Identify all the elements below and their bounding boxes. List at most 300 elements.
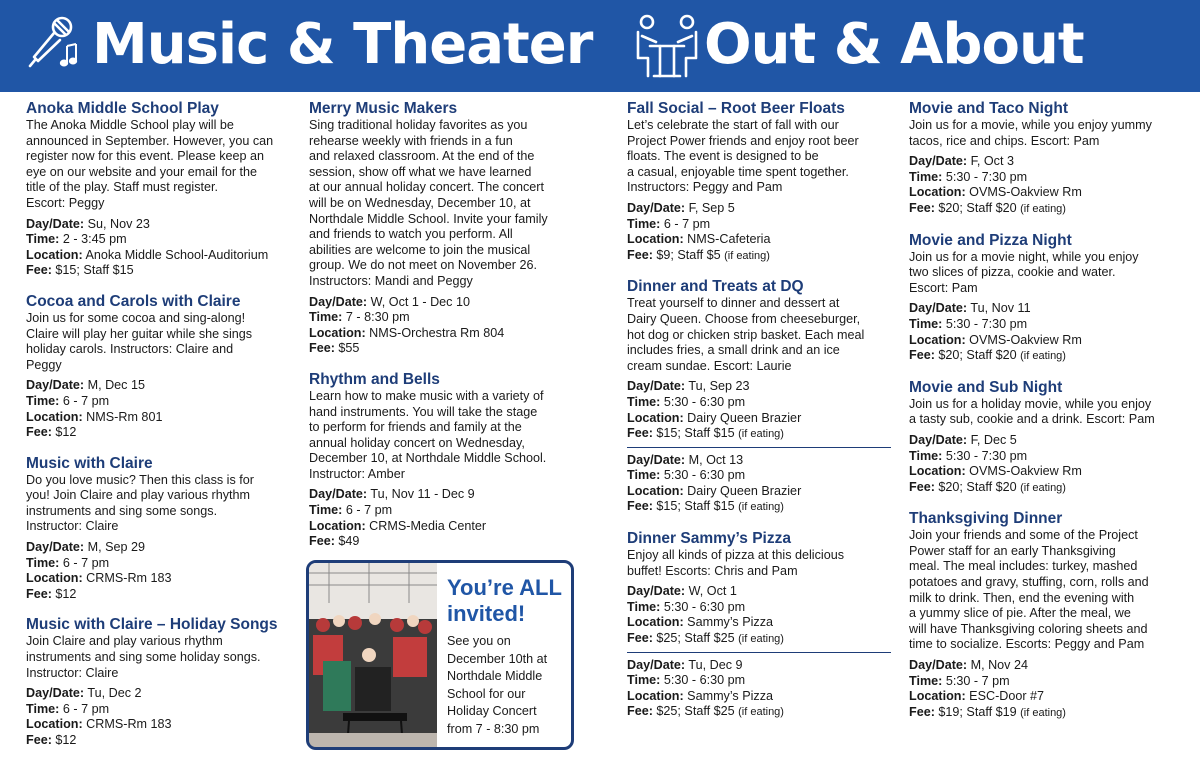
detail-date [26, 540, 300, 556]
detail-label: Fee: [627, 704, 653, 719]
detail-label: Time: [909, 316, 943, 331]
event-details [909, 433, 1179, 496]
detail-value: Dairy Queen Brazier [687, 410, 802, 425]
description-line: will have Thanksgiving coloring sheets and [909, 621, 1148, 636]
description-line: Dairy Queen. Choose from cheeseburger, [627, 311, 861, 326]
detail-time [909, 317, 1179, 333]
event-description [26, 473, 300, 535]
detail-label: Fee: [909, 200, 935, 215]
detail-date [309, 487, 584, 503]
detail-value: $25; Staff $25 [656, 704, 735, 719]
detail-location [627, 232, 891, 248]
description-line: Enjoy all kinds of pizza at this delicious [627, 548, 845, 563]
description-line: Project Power friends and enjoy root beer [627, 133, 859, 148]
detail-date [26, 217, 300, 233]
detail-label: Time: [26, 393, 60, 408]
detail-label: Location: [909, 464, 966, 479]
detail-time [309, 310, 584, 326]
detail-value: 6 - 7 pm [345, 503, 393, 518]
detail-time [26, 394, 300, 410]
detail-label: Day/Date: [26, 540, 85, 555]
detail-value: $12 [55, 733, 77, 747]
detail-value: 6 - 7 pm [62, 393, 110, 408]
detail-value: $20; Staff $20 [938, 200, 1017, 215]
detail-date [627, 584, 891, 600]
detail-label: Location: [627, 410, 684, 425]
description-line: will be on Wednesday, December 10, at [309, 195, 531, 210]
detail-label: Time: [627, 468, 661, 483]
detail-label: Day/Date: [309, 487, 368, 502]
description-line: The Anoka Middle School play will be [26, 118, 234, 132]
event-title: Music with Claire – Holiday Songs [26, 616, 278, 634]
description-line: session, show off what we have learned [309, 164, 532, 179]
if-eating-note: (if eating) [738, 428, 784, 441]
detail-label: Day/Date: [627, 657, 686, 672]
music-theater-title: Music & Theater [92, 12, 593, 77]
detail-label: Time: [26, 232, 60, 247]
event-description [909, 118, 1179, 149]
detail-label: Day/Date: [26, 216, 85, 231]
event-title: Fall Social – Root Beer Floats [627, 100, 845, 117]
detail-fee [909, 201, 1179, 218]
detail-time [26, 702, 300, 718]
event-description [309, 389, 584, 483]
detail-fee [909, 348, 1179, 365]
if-eating-note: (if eating) [724, 249, 770, 262]
description-line: Instructor: Amber [309, 466, 405, 481]
detail-label: Day/Date: [909, 432, 968, 447]
detail-location [909, 185, 1179, 201]
description-line: Let’s celebrate the start of fall with our [627, 118, 839, 132]
detail-label: Day/Date: [627, 584, 686, 599]
description-line: December 10, at Northdale Middle School. [309, 451, 547, 466]
detail-fee [26, 587, 300, 603]
detail-label: Fee: [909, 479, 935, 494]
event-title: Movie and Taco Night [909, 100, 1069, 117]
event-description [26, 118, 300, 212]
detail-value: NMS-Rm 801 [86, 409, 163, 424]
detail-value: $20; Staff $20 [938, 479, 1017, 494]
detail-label: Location: [909, 185, 966, 200]
description-line: Join us for some cocoa and sing-along! [26, 310, 246, 325]
detail-label: Location: [909, 332, 966, 347]
session-divider [627, 652, 891, 653]
detail-location [26, 717, 300, 733]
description-line: you! Join Claire and play various rhythm [26, 488, 250, 503]
detail-label: Day/Date: [909, 154, 968, 169]
description-line: buffet! Escorts: Chris and Pam [627, 563, 798, 578]
detail-time [627, 673, 891, 689]
description-line: two slices of pizza, cookie and water. [909, 265, 1116, 280]
detail-label: Fee: [26, 263, 52, 278]
description-line: hand instruments. You will take the stage [309, 404, 538, 419]
detail-value: $12 [55, 586, 77, 601]
description-line: a tasty sub, cookie and a drink. Escort: Pam [909, 412, 1155, 427]
event-details [627, 453, 891, 516]
if-eating-note: (if eating) [1020, 350, 1066, 363]
description-line: Join us for a movie, while you enjoy yummy [909, 118, 1152, 132]
description-line: Claire will play her guitar while she sings [26, 326, 253, 341]
event-title: Movie and Pizza Night [909, 231, 1072, 249]
event-block [309, 100, 584, 357]
detail-date [627, 453, 891, 469]
description-line: a yummy slice of pie. After the meal, we [909, 606, 1131, 621]
detail-value: $15; Staff $15 [55, 263, 134, 278]
header-banner [0, 0, 1200, 92]
description-line: includes fries, a small drink and an ice [627, 343, 840, 358]
description-line: Join Claire and play various rhythm [26, 634, 223, 649]
detail-time [26, 232, 300, 248]
detail-value: M, Oct 13 [688, 452, 744, 467]
detail-label: Time: [909, 169, 943, 184]
detail-fee [309, 341, 584, 357]
description-line: and friends to watch you perform. All [309, 227, 513, 242]
detail-label: Location: [26, 409, 83, 424]
detail-location [309, 519, 584, 535]
event-details [909, 658, 1179, 721]
detail-value: $49 [338, 534, 360, 549]
description-line: Power staff for an early Thanksgiving [909, 543, 1116, 558]
detail-label: Day/Date: [627, 200, 686, 215]
event-details [26, 378, 300, 440]
event-description [627, 118, 891, 196]
event-title: Thanksgiving Dinner [909, 510, 1063, 528]
event-block [627, 278, 891, 516]
event-block [909, 379, 1179, 497]
detail-label: Time: [627, 673, 661, 688]
detail-date [309, 295, 584, 311]
detail-value: Sammy’s Pizza [687, 615, 774, 630]
detail-value: $9; Staff $5 [656, 247, 721, 262]
detail-label: Time: [909, 673, 943, 688]
event-block [26, 100, 300, 279]
detail-value: 6 - 7 pm [62, 555, 110, 570]
event-details [909, 301, 1179, 364]
detail-location [909, 689, 1179, 705]
detail-label: Fee: [627, 247, 653, 262]
if-eating-note: (if eating) [1020, 706, 1066, 719]
detail-location [909, 464, 1179, 480]
event-description [26, 634, 300, 681]
description-line: Join us for a movie night, while you enjoy [909, 249, 1139, 264]
detail-value: CRMS-Rm 183 [86, 571, 172, 586]
description-line: Sing traditional holiday favorites as you [309, 118, 528, 132]
description-line: Escort: Peggy [26, 195, 105, 210]
description-line: Treat yourself to dinner and dessert at [627, 296, 840, 311]
detail-date [909, 301, 1179, 317]
detail-label: Fee: [26, 425, 52, 440]
detail-date [627, 201, 891, 217]
detail-label: Fee: [909, 348, 935, 363]
detail-location [627, 615, 891, 631]
event-description [26, 311, 300, 373]
description-line: group. We do not meet on November 26. [309, 258, 537, 273]
detail-fee [909, 705, 1179, 722]
description-line: at our annual holiday concert. The concert [309, 180, 544, 195]
detail-date [909, 658, 1179, 674]
detail-value: 5:30 - 6:30 pm [663, 599, 746, 614]
event-details [909, 154, 1179, 217]
description-line: Instructors: Peggy and Pam [627, 180, 783, 195]
detail-fee [26, 425, 300, 441]
detail-label: Time: [309, 503, 343, 518]
description-line: holiday carols. Instructors: Claire and [26, 342, 234, 357]
detail-value: Tu, Nov 11 - Dec 9 [370, 487, 475, 502]
invite-body: See you on December 10th at Northdale Middle School for our Holiday Concert from 7 - 8:30 pm [447, 634, 548, 736]
detail-fee [26, 263, 300, 279]
description-line: Instructors: Mandi and Peggy [309, 273, 473, 288]
detail-label: Fee: [309, 534, 335, 549]
detail-value: $12 [55, 425, 77, 440]
session-divider [627, 447, 891, 448]
detail-value: $15; Staff $15 [656, 499, 735, 514]
detail-fee [309, 534, 584, 550]
detail-label: Time: [26, 701, 60, 716]
detail-label: Time: [627, 599, 661, 614]
event-title: Cocoa and Carols with Claire [26, 292, 241, 310]
if-eating-note: (if eating) [1020, 202, 1066, 215]
detail-time [627, 217, 891, 233]
detail-label: Location: [309, 325, 366, 340]
detail-value: NMS-Cafeteria [687, 232, 771, 247]
detail-value: F, Oct 3 [970, 154, 1014, 169]
detail-location [26, 571, 300, 587]
detail-value: 6 - 7 pm [62, 701, 110, 716]
outabout-column-left [627, 100, 891, 735]
detail-label: Fee: [909, 704, 935, 719]
description-line: Escort: Pam [909, 280, 978, 295]
microphone-music-icon [24, 14, 80, 72]
event-block [309, 371, 584, 550]
detail-location [909, 333, 1179, 349]
description-line: and relaxed classroom. At the end of the [309, 149, 535, 164]
detail-date [627, 379, 891, 395]
detail-value: 5:30 - 7:30 pm [945, 169, 1028, 184]
description-line: Instructor: Claire [26, 665, 119, 680]
concert-choir-photo [309, 563, 437, 747]
detail-date [26, 378, 300, 394]
event-description [309, 118, 584, 290]
detail-value: Dairy Queen Brazier [687, 483, 802, 498]
if-eating-note: (if eating) [738, 706, 784, 719]
detail-value: CRMS-Media Center [369, 518, 487, 533]
if-eating-note: (if eating) [738, 501, 784, 514]
detail-value: $55 [338, 341, 360, 356]
detail-value: OVMS-Oakview Rm [969, 464, 1082, 479]
description-line: to perform for friends and family at the [309, 420, 522, 435]
event-title: Merry Music Makers [309, 100, 458, 117]
detail-value: $15; Staff $15 [656, 426, 735, 441]
if-eating-note: (if eating) [738, 633, 784, 646]
event-block [26, 293, 300, 441]
description-line: announced in September. However, you can [26, 133, 274, 148]
detail-label: Location: [627, 615, 684, 630]
people-at-table-icon [634, 12, 700, 80]
detail-value: Tu, Dec 9 [688, 657, 743, 672]
description-line: register now for this event. Please keep an [26, 149, 265, 164]
detail-label: Location: [309, 518, 366, 533]
event-description [909, 397, 1179, 428]
detail-value: $20; Staff $20 [938, 348, 1017, 363]
detail-value: Anoka Middle School-Auditorium [85, 247, 269, 262]
description-line: Peggy [26, 357, 62, 372]
event-details [26, 686, 300, 748]
detail-fee [909, 480, 1179, 497]
detail-label: Location: [909, 689, 966, 704]
detail-label: Fee: [26, 733, 52, 747]
description-line: annual holiday concert on Wednesday, [309, 435, 525, 450]
detail-label: Fee: [627, 426, 653, 441]
event-details [627, 201, 891, 264]
detail-label: Day/Date: [627, 452, 686, 467]
description-line: meal. The meal includes: turkey, mashed [909, 559, 1138, 574]
detail-fee [26, 733, 300, 749]
detail-value: M, Sep 29 [87, 540, 145, 555]
detail-value: OVMS-Oakview Rm [969, 332, 1082, 347]
description-line: potatoes and gravy, stuffing, corn, rolls and [909, 575, 1149, 590]
detail-date [909, 154, 1179, 170]
detail-label: Fee: [627, 499, 653, 514]
detail-value: $25; Staff $25 [656, 631, 735, 646]
event-block [909, 510, 1179, 721]
event-title: Dinner Sammy’s Pizza [627, 530, 791, 548]
detail-value: M, Dec 15 [87, 378, 145, 393]
event-description [909, 528, 1179, 653]
event-title: Dinner and Treats at DQ [627, 278, 804, 296]
detail-location [627, 411, 891, 427]
detail-label: Time: [309, 310, 343, 325]
detail-value: F, Sep 5 [688, 200, 735, 215]
event-details [26, 217, 300, 279]
detail-location [627, 689, 891, 705]
event-description [627, 548, 891, 579]
description-line: Northdale Middle School. Invite your family [309, 211, 548, 226]
description-line: milk to drink. Then, end the evening with [909, 590, 1135, 605]
detail-label: Time: [909, 448, 943, 463]
event-title: Music with Claire [26, 454, 153, 472]
description-line: Join us for a holiday movie, while you enjoy [909, 396, 1152, 411]
detail-value: 6 - 7 pm [663, 216, 711, 231]
event-block [627, 100, 891, 264]
detail-time [909, 170, 1179, 186]
detail-time [627, 395, 891, 411]
detail-value: Tu, Sep 23 [688, 379, 750, 394]
detail-location [627, 484, 891, 500]
detail-value: NMS-Orchestra Rm 804 [369, 325, 505, 340]
detail-label: Day/Date: [909, 301, 968, 316]
detail-fee [627, 631, 891, 648]
event-details [627, 379, 891, 442]
detail-time [909, 674, 1179, 690]
detail-value: W, Oct 1 [688, 584, 737, 599]
detail-time [26, 556, 300, 572]
detail-time [909, 449, 1179, 465]
detail-value: 5:30 - 7:30 pm [945, 316, 1028, 331]
event-description [909, 250, 1179, 297]
detail-label: Location: [26, 717, 83, 732]
description-line: Learn how to make music with a variety of [309, 388, 544, 403]
detail-value: M, Nov 24 [970, 658, 1028, 673]
outabout-column-right [909, 100, 1179, 735]
detail-label: Day/Date: [26, 686, 85, 701]
music-column-left [26, 100, 300, 763]
detail-value: Su, Nov 23 [87, 216, 150, 231]
detail-value: 5:30 - 6:30 pm [663, 468, 746, 483]
detail-value: Tu, Nov 11 [970, 301, 1031, 316]
event-title: Movie and Sub Night [909, 378, 1063, 396]
detail-label: Day/Date: [26, 378, 85, 393]
detail-value: 5:30 - 7 pm [945, 673, 1010, 688]
description-line: abilities are welcome to join the musical [309, 242, 531, 257]
invite-title: You’re ALL invited! [447, 575, 562, 626]
event-title: Rhythm and Bells [309, 370, 440, 388]
if-eating-note: (if eating) [1020, 481, 1066, 494]
description-line: rehearse weekly with friends in a fun [309, 133, 513, 148]
detail-value: CRMS-Rm 183 [86, 717, 172, 732]
detail-date [26, 686, 300, 702]
detail-label: Day/Date: [309, 294, 368, 309]
detail-value: OVMS-Oakview Rm [969, 185, 1082, 200]
description-line: Instructor: Claire [26, 519, 119, 534]
description-line: title of the play. Staff must register. [26, 180, 219, 195]
detail-label: Fee: [26, 586, 52, 601]
detail-label: Fee: [627, 631, 653, 646]
detail-label: Location: [627, 483, 684, 498]
detail-fee [627, 426, 891, 443]
detail-time [627, 468, 891, 484]
out-about-title: Out & About [704, 12, 1084, 77]
description-line: time to socialize. Escorts: Peggy and Pam [909, 637, 1145, 652]
event-block [909, 232, 1179, 365]
detail-label: Location: [26, 247, 83, 262]
detail-value: F, Dec 5 [970, 432, 1017, 447]
detail-location [309, 326, 584, 342]
event-block [909, 100, 1179, 218]
event-block [26, 616, 300, 748]
detail-fee [627, 704, 891, 721]
description-line: Join your friends and some of the Project [909, 528, 1138, 543]
detail-value: ESC-Door #7 [969, 689, 1045, 704]
music-column-right [309, 100, 584, 564]
detail-label: Time: [627, 394, 661, 409]
event-details [26, 540, 300, 602]
event-details [627, 658, 891, 721]
detail-date [627, 658, 891, 674]
detail-value: Sammy’s Pizza [687, 688, 774, 703]
detail-value: W, Oct 1 - Dec 10 [370, 294, 470, 309]
detail-value: 2 - 3:45 pm [62, 232, 127, 247]
event-details [627, 584, 891, 647]
detail-time [309, 503, 584, 519]
description-line: floats. The event is designed to be [627, 149, 819, 164]
detail-value: 5:30 - 6:30 pm [663, 673, 746, 688]
detail-label: Time: [26, 555, 60, 570]
detail-label: Day/Date: [909, 658, 968, 673]
description-line: tacos, rice and chips. Escort: Pam [909, 133, 1100, 148]
detail-value: $19; Staff $19 [938, 704, 1017, 719]
event-block [26, 455, 300, 603]
detail-value: 5:30 - 7:30 pm [945, 448, 1028, 463]
detail-fee [627, 499, 891, 516]
detail-value: 5:30 - 6:30 pm [663, 394, 746, 409]
detail-location [26, 410, 300, 426]
description-line: cream sundae. Escort: Laurie [627, 358, 792, 373]
description-line: eye on our website and your email for the [26, 164, 258, 179]
detail-location [26, 248, 300, 264]
event-block [627, 530, 891, 721]
detail-value: 7 - 8:30 pm [345, 310, 410, 325]
description-line: Do you love music? Then this class is for [26, 472, 254, 487]
